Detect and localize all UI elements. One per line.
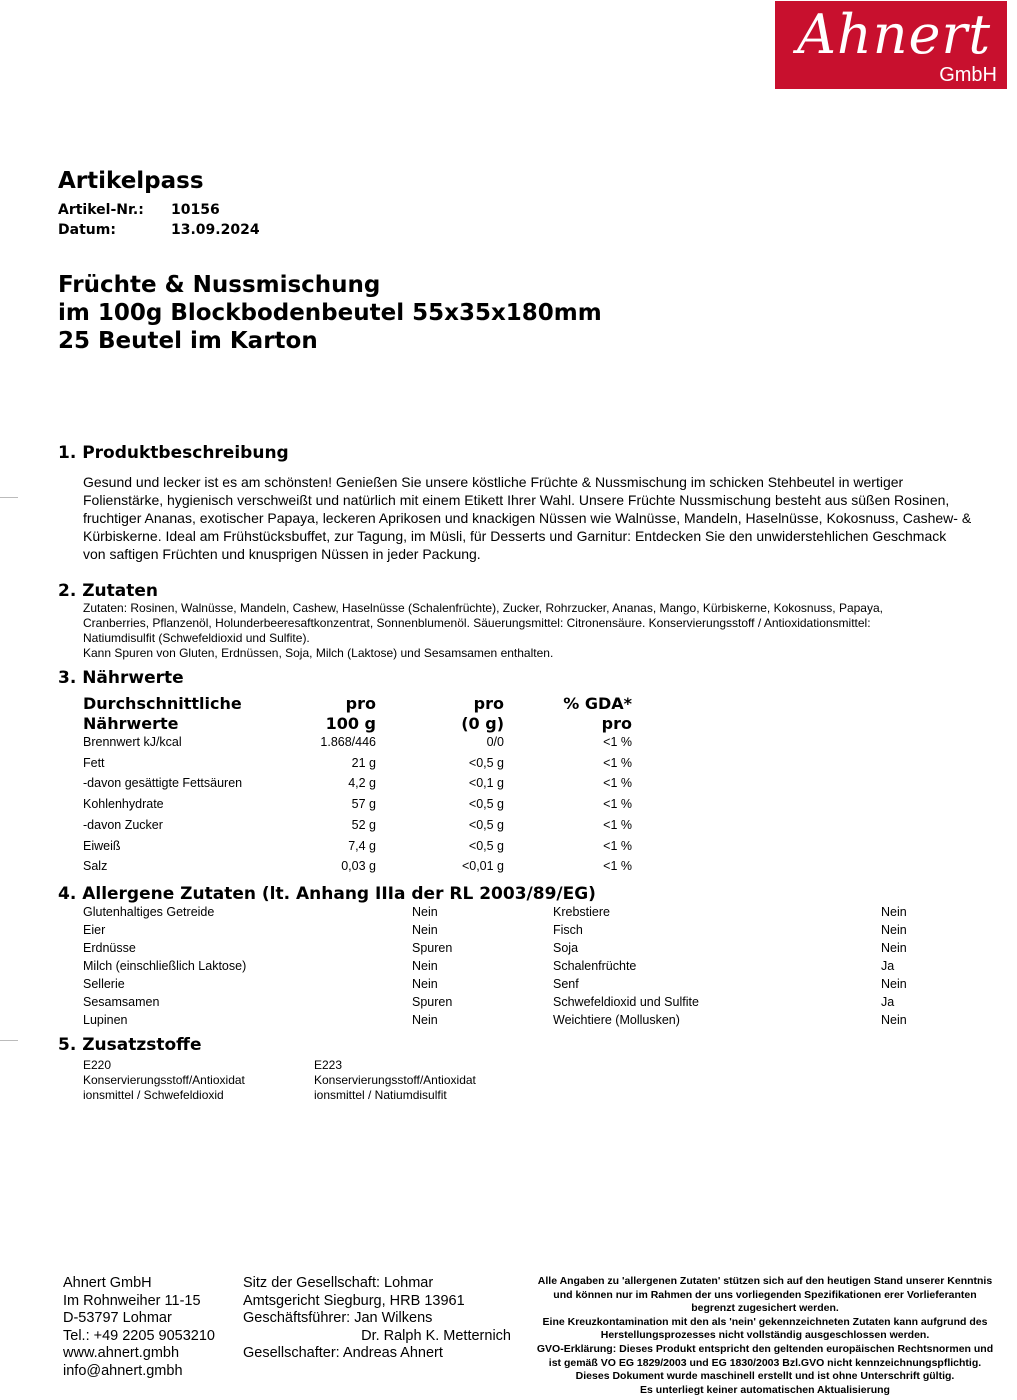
disclaimer-line: Dieses Dokument wurde maschinell erstellt und ist ohne Unterschrift gültig. [575,1370,955,1383]
allergen-name: Lupinen [83,1013,128,1027]
nutrient-per-portion: <0,5 g [468,838,504,853]
date-label: Datum: [58,222,116,238]
footer-line: Sitz der Gesellschaft: Lohmar [243,1275,434,1291]
header-text: Durchschnittliche [83,694,242,713]
allergen-value: Nein [881,923,907,937]
footer-line: Gesellschafter: Andreas Ahnert [243,1345,443,1361]
nutrient-per100: 57 g [351,797,376,812]
allergen-value: Nein [412,977,438,991]
product-line-1: Früchte & Nussmischung [58,272,381,298]
article-label: Artikel-Nr.: [58,202,144,218]
disclaimer-line: GVO-Erklärung: Dieses Produkt entspricht den geltenden europäischen Rechtsnormen und [536,1342,994,1355]
allergen-value: Nein [412,1013,438,1027]
document-title: Artikelpass [58,168,204,194]
product-line-3: 25 Beutel im Karton [58,328,318,354]
allergen-value: Nein [881,1013,907,1027]
nutrient-per100: 21 g [351,755,376,770]
header-text: % GDA* [563,694,632,713]
disclaimer-line: begrenzt zugesichert werden. [691,1302,839,1315]
header-text: (0 g) [461,714,504,733]
allergen-value: Nein [412,923,438,937]
logo-sub: GmbH [939,64,997,86]
allergen-value: Nein [881,905,907,919]
footer-line: D-53797 Lohmar [63,1310,172,1326]
additive-code: E223 [314,1058,343,1072]
nutrient-gda: <1 % [603,838,632,853]
footer-line: Ahnert GmbH [63,1275,152,1291]
nutrition-header-gda [542,694,632,734]
allergen-value: Spuren [412,995,453,1009]
description-line: Kürbiskerne. Ideal am Frühstücksbuffet, zur Tagung, im Müsli, für Desserts und Garnitur: Entdecken Sie den unwiderstehlichen Geschmack [83,528,947,544]
allergen-name: Milch (einschließlich Laktose) [83,959,247,973]
additive-desc: Konservierungsstoff/Antioxidat [83,1073,245,1087]
header-text: pro [345,694,376,713]
header-text: 100 g [325,714,376,733]
allergen-value: Ja [881,959,895,973]
additive-code: E220 [83,1058,112,1072]
footer-line: Amtsgericht Siegburg, HRB 13961 [243,1292,465,1309]
nutrient-name: Kohlenhydrate [83,797,164,812]
nutrient-name: Fett [83,755,105,770]
nutrient-name: -davon Zucker [83,817,163,832]
ingredients-line: Natiumdisulfit (Schwefeldioxid und Sulfite). [83,631,310,645]
margin-tick [0,497,18,498]
nutrient-per100: 4,2 g [348,776,376,791]
product-description [83,473,1003,563]
allergen-value: Nein [412,905,438,919]
allergen-name: Weichtiere (Mollusken) [553,1013,680,1027]
nutrition-header-per100 [296,694,376,734]
section-heading-description: 1. Produktbeschreibung [58,443,289,463]
allergen-name: Eier [83,923,106,937]
description-line: fruchtiger Ananas, exotischer Papaya, leckeren Aprikosen und knackigen Nüssen wie Walnüsse, Mandeln, Haselnüsse, Kokosnuss, Cashew- & [83,510,972,526]
allergen-value: Spuren [412,941,453,955]
allergen-name: Fisch [553,923,583,937]
footer-disclaimer [520,1275,1010,1397]
header-text: Nährwerte [83,714,179,733]
description-line: Gesund und lecker ist es am schönsten! Genießen Sie unsere köstliche Früchte & Nussmischung im schicken Stehbeutel in wertiger [83,474,904,490]
company-logo [775,1,1007,89]
product-title [58,271,602,355]
allergen-value: Nein [881,941,907,955]
nutrient-per-portion: <0,5 g [468,755,504,770]
ingredients-text [83,601,1003,661]
logo-brand: Ahnert [797,3,992,66]
allergen-name: Sesamsamen [83,995,160,1009]
nutrient-per100: 1.868/446 [320,735,376,749]
allergen-value: Ja [881,995,895,1009]
allergen-name: Soja [553,941,579,955]
allergen-name: Schwefeldioxid und Sulfite [553,995,699,1009]
nutrition-header-name [83,694,242,734]
nutrient-per100: 52 g [351,817,376,832]
nutrient-gda: <1 % [603,735,632,749]
additive-desc: ionsmittel / Natiumdisulfit [314,1088,447,1102]
allergen-name: Erdnüsse [83,941,136,955]
footer-line: Im Rohnweiher 11-15 [63,1292,201,1309]
nutrient-per-portion: <0,5 g [468,797,504,812]
nutrient-name: Salz [83,859,108,874]
allergen-name: Glutenhaltiges Getreide [83,905,215,919]
footer-line: Geschäftsführer: Jan Wilkens [243,1310,433,1326]
nutrient-per100: 0,03 g [341,859,376,874]
nutrition-header-per-portion [424,694,504,734]
nutrient-gda: <1 % [603,755,632,770]
footer-legal [243,1275,511,1363]
additive-item [314,1058,476,1103]
nutrient-gda: <1 % [603,797,632,812]
article-value: 10156 [171,202,220,218]
header-text: pro [601,714,632,733]
disclaimer-line: Es unterliegt keiner automatischen Aktualisierung [640,1383,890,1396]
nutrient-gda: <1 % [603,817,632,832]
nutrient-gda: <1 % [603,776,632,791]
nutrient-gda: <1 % [603,859,632,874]
allergen-value: Nein [412,959,438,973]
section-heading-nutrition: 3. Nährwerte [58,668,184,688]
nutrient-per-portion: <0,01 g [461,859,504,874]
allergen-value: Nein [881,977,907,991]
description-line: von saftigen Früchten und knusprigen Nüssen in jeder Packung. [83,546,481,562]
nutrient-name: -davon gesättigte Fettsäuren [83,776,243,791]
additive-desc: Konservierungsstoff/Antioxidat [314,1073,476,1087]
nutrient-per100: 7,4 g [348,838,376,853]
ingredients-line: Kann Spuren von Gluten, Erdnüssen, Soja, Milch (Laktose) und Sesamsamen enthalten. [83,646,554,660]
margin-tick [0,1040,18,1041]
allergen-name: Sellerie [83,977,125,991]
nutrient-name: Eiweiß [83,838,121,853]
product-line-2: im 100g Blockbodenbeutel 55x35x180mm [58,300,602,326]
footer-link[interactable]: www.ahnert.gmbh [63,1345,180,1361]
disclaimer-line: Herstellungsprozesses nicht vollständig ausgeschlossen werden. [600,1329,930,1342]
section-heading-allergens: 4. Allergene Zutaten (lt. Anhang IIIa der RL 2003/89/EG) [58,884,596,904]
date-value: 13.09.2024 [171,222,260,238]
disclaimer-line: und können nur im Rahmen der uns vorliegenden Spezifikationen erer Vorlieferanten [553,1288,977,1301]
additive-item [83,1058,245,1103]
footer-line: Dr. Ralph K. Metternich [361,1327,511,1344]
nutrient-name: Brennwert kJ/kcal [83,735,182,749]
footer-email[interactable]: info@ahnert.gmbh [63,1362,183,1379]
description-line: Folienstärke, hygienisch verschweißt und natürlich mit einem Etikett Ihrer Wahl. Unsere Früchte Nussmischung besteht aus süßen Rosinen, [83,492,950,508]
additive-desc: ionsmittel / Schwefeldioxid [83,1088,224,1102]
footer-line: Tel.: +49 2205 9053210 [63,1327,215,1344]
ingredients-line: Zutaten: Rosinen, Walnüsse, Mandeln, Cashew, Haselnüsse (Schalenfrüchte), Zucker, Rohrzucker, Ananas, Mango, Kürbiskerne, Kokosnuss, Papaya, [83,601,883,615]
allergen-name: Krebstiere [553,905,610,919]
nutrient-per-portion: <0,1 g [468,776,504,791]
section-heading-ingredients: 2. Zutaten [58,581,158,601]
disclaimer-line: Alle Angaben zu 'allergenen Zutaten' stützen sich auf den heutigen Stand unserer Kenntnis [537,1275,993,1287]
section-heading-additives: 5. Zusatzstoffe [58,1035,202,1055]
ingredients-line: Cranberries, Pflanzenöl, Holunderbeeresaftkonzentrat, Sonnenblumenöl. Säuerungsmittel: Citronensäure. Konservierungsstoff / Antioxidationsmittel: [83,616,871,630]
header-text: pro [473,694,504,713]
allergen-name: Senf [553,977,579,991]
footer-company [63,1275,215,1380]
allergen-name: Schalenfrüchte [553,959,637,973]
nutrient-per-portion: 0/0 [486,735,504,749]
disclaimer-line: ist gemäß VO EG 1829/2003 und EG 1830/2003 Bzl.GVO nicht kennzeichnungspflichtig. [548,1356,982,1369]
nutrient-per-portion: <0,5 g [468,817,504,832]
disclaimer-line: Eine Kreuzkontamination mit den als 'nein' gekennzeichneten Zutaten kann aufgrund des [542,1315,988,1328]
